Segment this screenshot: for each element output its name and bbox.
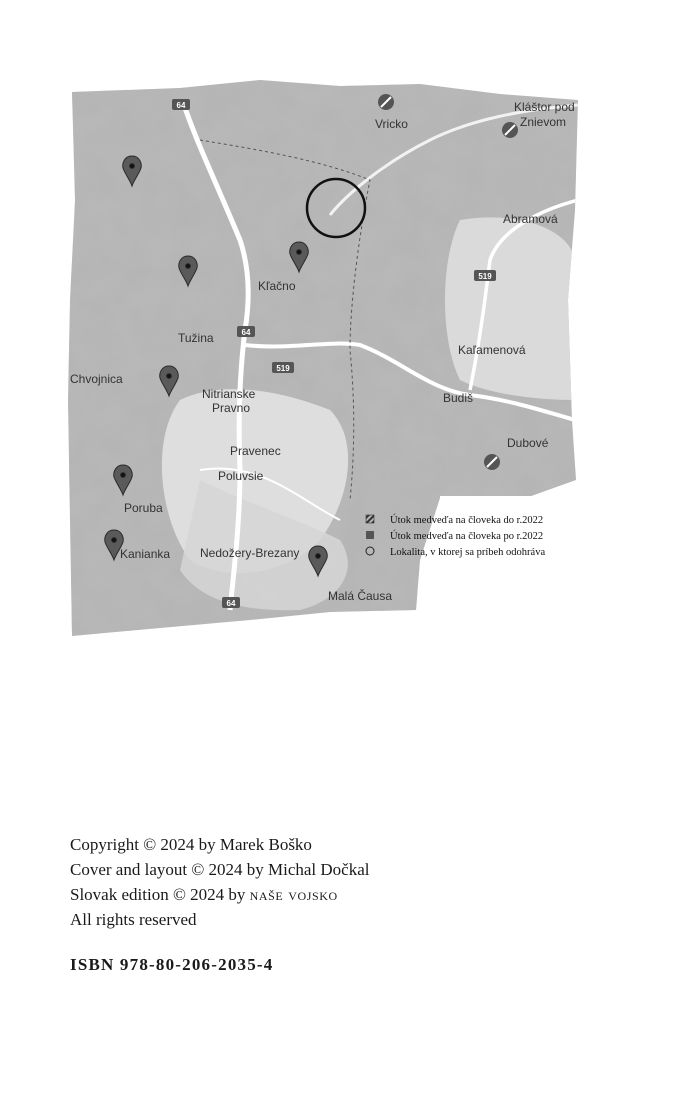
road-shield — [474, 270, 496, 281]
copyright-block — [70, 832, 630, 977]
svg-text:Lokalita, v ktorej sa príbeh o: Lokalita, v ktorej sa príbeh odohráva — [390, 547, 546, 558]
place-label: Kanianka — [120, 547, 171, 561]
place-label: Vricko — [375, 117, 408, 131]
legend-item-story-location — [366, 547, 545, 558]
legend-item-after-2022 — [366, 530, 543, 542]
publisher-name: naše vojsko — [249, 885, 338, 904]
place-label: Budiš — [443, 391, 474, 405]
road-shield — [222, 597, 240, 608]
place-label: Nedožery-Brezany — [200, 546, 300, 560]
rights-line: All rights reserved — [70, 910, 197, 929]
place-label: Kláštor pod — [514, 100, 575, 114]
place-label: Pravenec — [230, 444, 281, 458]
copyright-line: Copyright © 2024 by Marek Boško — [70, 835, 312, 854]
edition-line — [70, 882, 630, 907]
legend-item-before-2022 — [366, 514, 543, 526]
edition-prefix: Slovak edition © 2024 by — [70, 885, 250, 904]
place-label: Abramová — [503, 212, 558, 226]
place-label: Pravno — [212, 401, 251, 415]
place-label: Chvojnica — [70, 372, 123, 386]
svg-text:519: 519 — [276, 364, 290, 373]
svg-text:64: 64 — [241, 328, 251, 337]
filled-square-icon — [366, 531, 374, 539]
place-label: Nitrianske — [202, 387, 256, 401]
place-label: Dubové — [507, 436, 549, 450]
attack-marker-icon — [502, 122, 518, 138]
place-label: Tužina — [178, 331, 214, 345]
hatched-square-icon — [366, 515, 374, 523]
road-shield — [237, 326, 255, 337]
svg-text:64: 64 — [226, 599, 236, 608]
attack-marker-icon — [378, 94, 394, 110]
place-label: Kaľamenová — [458, 343, 526, 357]
road-shield — [172, 99, 190, 110]
svg-text:Útok medveďa na človeka do r.2: Útok medveďa na človeka do r.2022 — [390, 515, 544, 526]
isbn: ISBN 978-80-206-2035-4 — [70, 955, 274, 974]
svg-text:64: 64 — [176, 101, 186, 110]
place-label: Poluvsie — [218, 469, 264, 483]
layout-credit-line: Cover and layout © 2024 by Michal Dočkal — [70, 860, 370, 879]
attack-marker-icon — [484, 454, 500, 470]
place-label: Znievom — [520, 115, 567, 129]
road-shield — [272, 362, 294, 373]
svg-text:519: 519 — [478, 272, 492, 281]
place-label: Malá Čausa — [328, 589, 393, 603]
svg-text:Útok medveďa na človeka po r.2: Útok medveďa na človeka po r.2022 — [390, 531, 544, 542]
place-label: Kľačno — [258, 279, 296, 293]
place-label: Poruba — [124, 501, 163, 515]
